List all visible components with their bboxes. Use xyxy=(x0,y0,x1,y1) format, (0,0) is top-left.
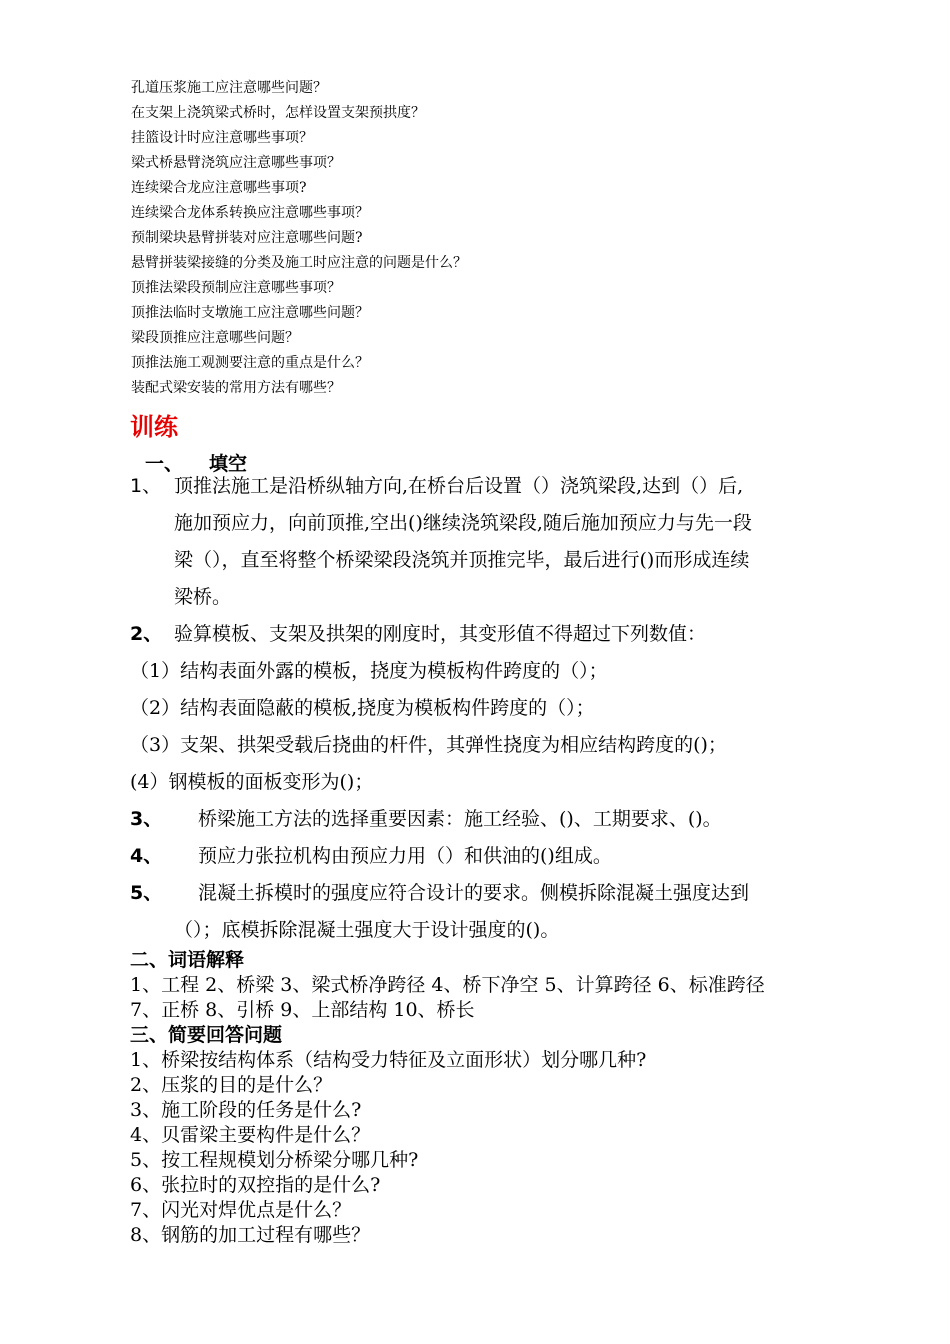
terms-heading: 二、词语解释 xyxy=(130,949,245,971)
sub-question xyxy=(130,653,890,690)
question-text: 混凝土拆模时的强度应符合设计的要求。侧模拆除混凝土强度达到 xyxy=(198,882,750,904)
short-answer-heading: 三、简要回答问题 xyxy=(130,1024,283,1046)
question-number: 4、 xyxy=(130,845,163,867)
question-continuation xyxy=(130,542,890,579)
question-continuation xyxy=(130,579,890,616)
fill-in-heading-text: 填空 xyxy=(209,453,248,475)
list-item: 顶推法梁段预制应注意哪些事项？ xyxy=(131,280,341,296)
question-continuation xyxy=(130,912,890,949)
list-item: 2、压浆的目的是什么？ xyxy=(130,1074,333,1096)
list-item: 顶推法施工观测要注意的重点是什么？ xyxy=(131,355,369,371)
list-item: 连续梁合龙应注意哪些事项? xyxy=(131,180,307,196)
fill-in-heading-number: 一、 xyxy=(145,453,184,475)
terms-row: 7、正桥 8、引桥 9、上部结构 10、桥长 xyxy=(130,999,475,1021)
section-title-training: 训练 xyxy=(130,413,178,441)
question-text: 梁桥。 xyxy=(174,586,232,608)
list-item: 梁式桥悬臂浇筑应注意哪些事项？ xyxy=(131,155,341,171)
sub-question-text: （1）结构表面外露的模板，挠度为模板构件跨度的（）； xyxy=(130,660,608,682)
sub-question-text: （2）结构表面隐蔽的模板,挠度为模板构件跨度的（）； xyxy=(130,697,595,719)
question-text: （）；底模拆除混凝土强度大于设计强度的()。 xyxy=(174,919,560,941)
sub-question-text: (4）钢模板的面板变形为()； xyxy=(130,771,374,793)
lower-sections xyxy=(130,948,900,1248)
question-number: 1、 xyxy=(130,475,162,497)
list-item: 4、贝雷梁主要构件是什么？ xyxy=(130,1124,371,1146)
fill-question-3 xyxy=(130,801,890,838)
question-text: 验算模板、支架及拱架的刚度时，其变形值不得超过下列数值： xyxy=(174,623,707,645)
question-text: 梁（），直至将整个桥梁梁段浇筑并顶推完毕，最后进行()而形成连续 xyxy=(174,549,750,571)
fill-question-4 xyxy=(130,838,890,875)
question-number: 5、 xyxy=(130,882,163,904)
list-item: 6、张拉时的双控指的是什么? xyxy=(130,1174,381,1196)
list-item: 悬臂拼装梁接缝的分类及施工时应注意的问题是什么？ xyxy=(131,255,467,271)
fill-question-1 xyxy=(130,468,890,505)
list-item: 8、钢筋的加工过程有哪些？ xyxy=(130,1224,371,1246)
question-text: 预应力张拉机构由预应力用（）和供油的()组成。 xyxy=(198,845,612,867)
list-item: 装配式梁安装的常用方法有哪些？ xyxy=(131,380,341,396)
list-item: 顶推法临时支墩施工应注意哪些问题？ xyxy=(131,305,369,321)
list-item: 在支架上浇筑梁式桥时，怎样设置支架预拱度？ xyxy=(131,105,425,121)
fill-in-questions xyxy=(130,468,890,949)
list-item: 预制梁块悬臂拼装对应注意哪些问题? xyxy=(131,230,363,246)
fill-question-5 xyxy=(130,875,890,912)
sub-question-text: （3）支架、拱架受载后挠曲的杆件，其弹性挠度为相应结构跨度的()； xyxy=(130,734,727,756)
sub-question xyxy=(130,690,890,727)
question-text: 施加预应力，向前顶推,空出()继续浇筑梁段,随后施加预应力与先一段 xyxy=(174,512,752,534)
list-item: 5、按工程规模划分桥梁分哪几种? xyxy=(130,1149,419,1171)
question-text: 顶推法施工是沿桥纵轴方向,在桥台后设置（）浇筑梁段,达到（）后, xyxy=(174,475,744,497)
fill-question-2 xyxy=(130,616,890,653)
list-item: 连续梁合龙体系转换应注意哪些事项？ xyxy=(131,205,369,221)
question-text: 桥梁施工方法的选择重要因素：施工经验、()、工期要求、()。 xyxy=(198,808,722,830)
question-continuation xyxy=(130,505,890,542)
sub-question xyxy=(130,764,890,801)
terms-row: 1、工程 2、桥梁 3、梁式桥净跨径 4、桥下净空 5、计算跨径 6、标准跨径 xyxy=(130,974,765,996)
list-item: 1、桥梁按结构体系（结构受力特征及立面形状）划分哪几种? xyxy=(130,1049,647,1071)
list-item: 挂篮设计时应注意哪些事项？ xyxy=(131,130,313,146)
review-question-list xyxy=(131,76,891,401)
question-number: 2、 xyxy=(130,623,163,645)
list-item: 7、闪光对焊优点是什么？ xyxy=(130,1199,352,1221)
list-item: 梁段顶推应注意哪些问题？ xyxy=(131,330,299,346)
list-item: 3、施工阶段的任务是什么? xyxy=(130,1099,362,1121)
question-number: 3、 xyxy=(130,808,163,830)
sub-question xyxy=(130,727,890,764)
list-item: 孔道压浆施工应注意哪些问题？ xyxy=(131,80,327,96)
